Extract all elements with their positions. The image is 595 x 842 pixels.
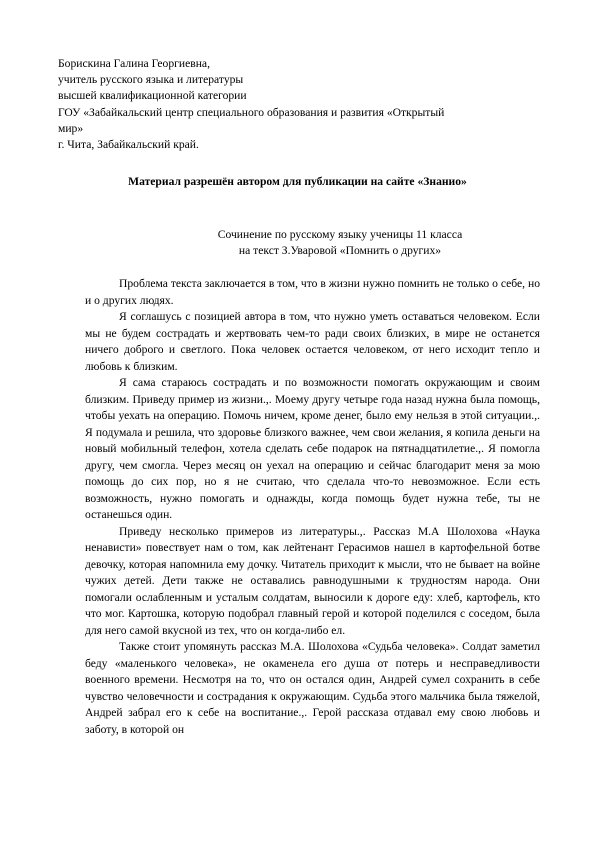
author-info — [58, 56, 528, 153]
paragraph-problem: Проблема текста заключается в том, что в жизни нужно помнить не только о себе, но и о других людях. — [85, 277, 540, 307]
essay-subtitle-line: на текст З.Уваровой «Помнить о других» — [238, 243, 442, 257]
publication-note: Материал разрешён автором для публикации на сайте «Знанио» — [128, 175, 467, 188]
paragraph-literature-example: Приведу несколько примеров из литературы.,. Рассказ М.А Шолохова «Наука ненависти» повествует нам о том, как лейтенант Герасимов нашел в картофельной ботве девочку, которая напомнила ему дочку. Читатель приходит к мысли, что не бывает на войне чужих детей. Дети также не оставались равнодушными к трудностям народа. Они помогали ослабленным и усталым солдатам, выносили к дороге еду: хлеб, картофель, кто что мог. Картошка, которую подобрал главный герой и которой поделился с соседом, была для него самой вкусной из тех, что он когда-либо ел. — [85, 524, 540, 637]
paragraph-sholokhov-example: Также стоит упомянуть рассказ М.А. Шолохова «Судьба человека». Солдат заметил беду «маленького человека», не окаменела его душа от потерь и несправедливости военного времени. Несмотря на то, что он остался один, Андрей сумел сохранить в себе чувство человечности и сострадания к окружающим. Судьба этого мальчика была тяжелой, Андрей забрал его к себе на воспитание.,. Герой рассказа отдавал ему свою любовь и заботу, в которой он — [85, 640, 540, 736]
paragraph-life-example: Я сама стараюсь сострадать и по возможности помогать окружающим и своим близким. Приведу пример из жизни.,. Моему другу четыре года назад нужна была помощь, чтобы уехать на операцию. Помочь ничем, кроме денег, было ему нельзя в этой ситуации.,. Я подумала и решила, что здоровье близкого важнее, чем свои желания, я копила деньги на новый мобильный телефон, хотела сделать себе подарок на пятнадцатилетие.,. Я помогла другу, чем смогла. Через месяц он уехал на операцию и сейчас благодарит меня за мою помощь до сих пор, но я не считаю, что сделала что-то невозможное. Если есть возможность, нужно помогать и однажды, когда помощь будет нужна тебе, ты не останешься один. — [85, 376, 540, 521]
essay-title — [180, 227, 500, 258]
author-position: учитель русского языка и литературы — [58, 73, 244, 87]
author-organization-continued: мир» — [58, 121, 84, 135]
author-organization: ГОУ «Забайкальский центр специального образования и развития «Открытый — [58, 105, 445, 119]
author-category: высшей квалификационной категории — [58, 89, 247, 103]
essay-body — [85, 276, 540, 738]
author-name: Борискина Галина Георгиевна, — [58, 57, 210, 70]
author-city: г. Чита, Забайкальский край. — [58, 138, 199, 152]
essay-title-line: Сочинение по русскому языку ученицы 11 класса — [217, 228, 463, 241]
paragraph-position: Я соглашусь с позицией автора в том, что нужно уметь оставаться человеком. Если мы не будем сострадать и жертвовать чем-то ради своих близких, в мире не останется ничего доброго и светлого. Пока человек остается человеком, от него исходит тепло и любовь к близким. — [85, 310, 540, 373]
